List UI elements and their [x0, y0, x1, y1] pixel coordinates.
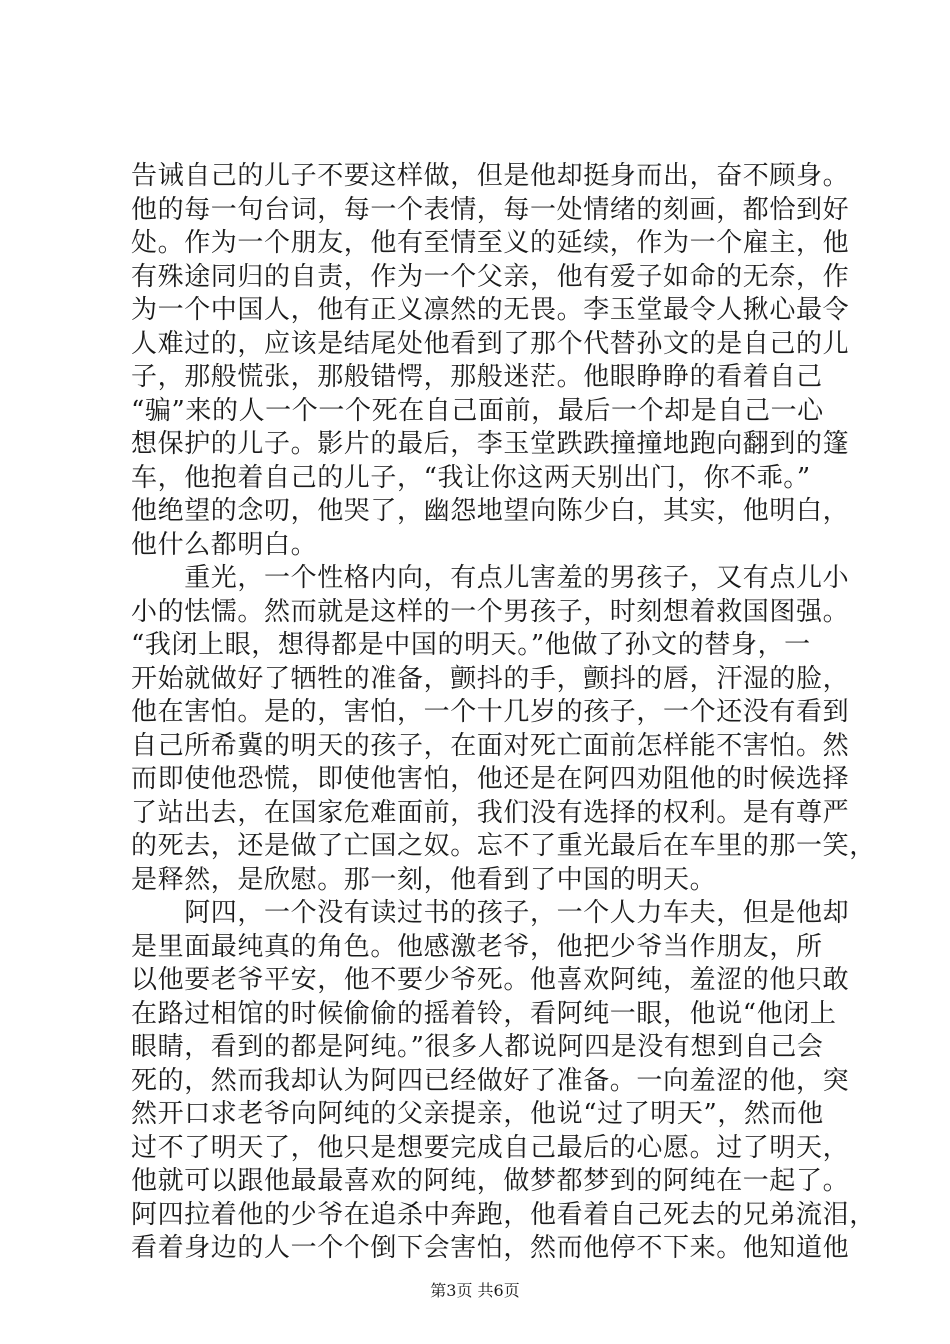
text-line: 有殊途同归的自责，作为一个父亲，他有爱子如命的无奈，作	[131, 261, 850, 292]
text-line: 然开口求老爷向阿纯的父亲提亲，他说“过了明天”，然而他	[131, 1099, 824, 1129]
text-line: 子，那般慌张，那般错愕，那般迷茫。他眼睁睁的看着自己	[131, 362, 823, 392]
text-line: “我闭上眼，想得都是中国的明天。”他做了孙文的替身，一	[131, 630, 811, 660]
text-line: 他的每一句台词，每一个表情，每一处情绪的刻画，都恰到好	[131, 194, 850, 225]
text-line: 了站出去，在国家危难面前，我们没有选择的权利。是有尊严	[131, 797, 850, 828]
text-line: 是里面最纯真的角色。他感激老爷，他把少爷当作朋友，所	[131, 931, 823, 962]
text-line: 开始就做好了牺牲的准备，颤抖的手，颤抖的唇，汗湿的脸，	[131, 663, 850, 694]
text-line: 处。作为一个朋友，他有至情至义的延续，作为一个雇主，他	[131, 228, 850, 258]
text-line: 看着身边的人一个个倒下会害怕，然而他停不下来。他知道他	[131, 1233, 850, 1263]
text-line: 阿四拉着他的少爷在追杀中奔跑，他看着自己死去的兄弟流泪，	[131, 1199, 876, 1230]
text-line: 以他要老爷平安，他不要少爷死。他喜欢阿纯，羞涩的他只敢	[131, 965, 850, 995]
text-line: 眼睛，看到的都是阿纯。”很多人都说阿四是没有想到自己会	[131, 1032, 824, 1062]
text-line: 过不了明天了，他只是想要完成自己最后的心愿。过了明天，	[131, 1132, 850, 1163]
text-line: 重光，一个性格内向，有点儿害羞的男孩子，又有点儿小	[131, 563, 850, 593]
text-line: 他在害怕。是的，害怕，一个十几岁的孩子，一个还没有看到	[131, 697, 850, 727]
text-line: 他绝望的念叨，他哭了，幽怨地望向陈少白，其实，他明白，	[131, 496, 850, 526]
text-line: 告诫自己的儿子不要这样做，但是他却挺身而出，奋不顾身。	[131, 161, 850, 191]
text-line: 车，他抱着自己的儿子，“我让你这两天别出门，你不乖。”	[131, 462, 811, 493]
text-line: 自己所希冀的明天的孩子，在面对死亡面前怎样能不害怕。然	[131, 730, 850, 761]
text-line: 在路过相馆的时候偷偷的摇着铃，看阿纯一眼，他说“他闭上	[131, 998, 837, 1029]
text-line: 阿四，一个没有读过书的孩子，一个人力车夫，但是他却	[131, 898, 850, 928]
text-line: 他就可以跟他最最喜欢的阿纯，做梦都梦到的阿纯在一起了。	[131, 1166, 850, 1196]
text-line: 是释然，是欣慰。那一刻，他看到了中国的明天。	[131, 864, 717, 895]
text-line: “骗”来的人一个一个死在自己面前，最后一个却是自己一心	[131, 395, 824, 426]
text-line: 他什么都明白。	[131, 529, 318, 560]
page-number-footer: 第3页 共6页	[430, 1281, 520, 1300]
text-line: 而即使他恐慌，即使他害怕，他还是在阿四劝阻他的时候选择	[131, 764, 850, 794]
text-line: 小的怯懦。然而就是这样的一个男孩子，时刻想着救国图强。	[131, 596, 850, 627]
text-line: 的死去，还是做了亡国之奴。忘不了重光最后在车里的那一笑，	[131, 831, 876, 861]
text-line: 死的，然而我却认为阿四已经做好了准备。一向羞涩的他，突	[131, 1065, 850, 1096]
text-line: 想保护的儿子。影片的最后，李玉堂跌跌撞撞地跑向翻到的篷	[131, 429, 850, 459]
body-text	[131, 160, 876, 1266]
text-line: 人难过的，应该是结尾处他看到了那个代替孙文的是自己的儿	[131, 328, 850, 359]
text-line: 为一个中国人，他有正义凛然的无畏。李玉堂最令人揪心最令	[131, 295, 850, 325]
